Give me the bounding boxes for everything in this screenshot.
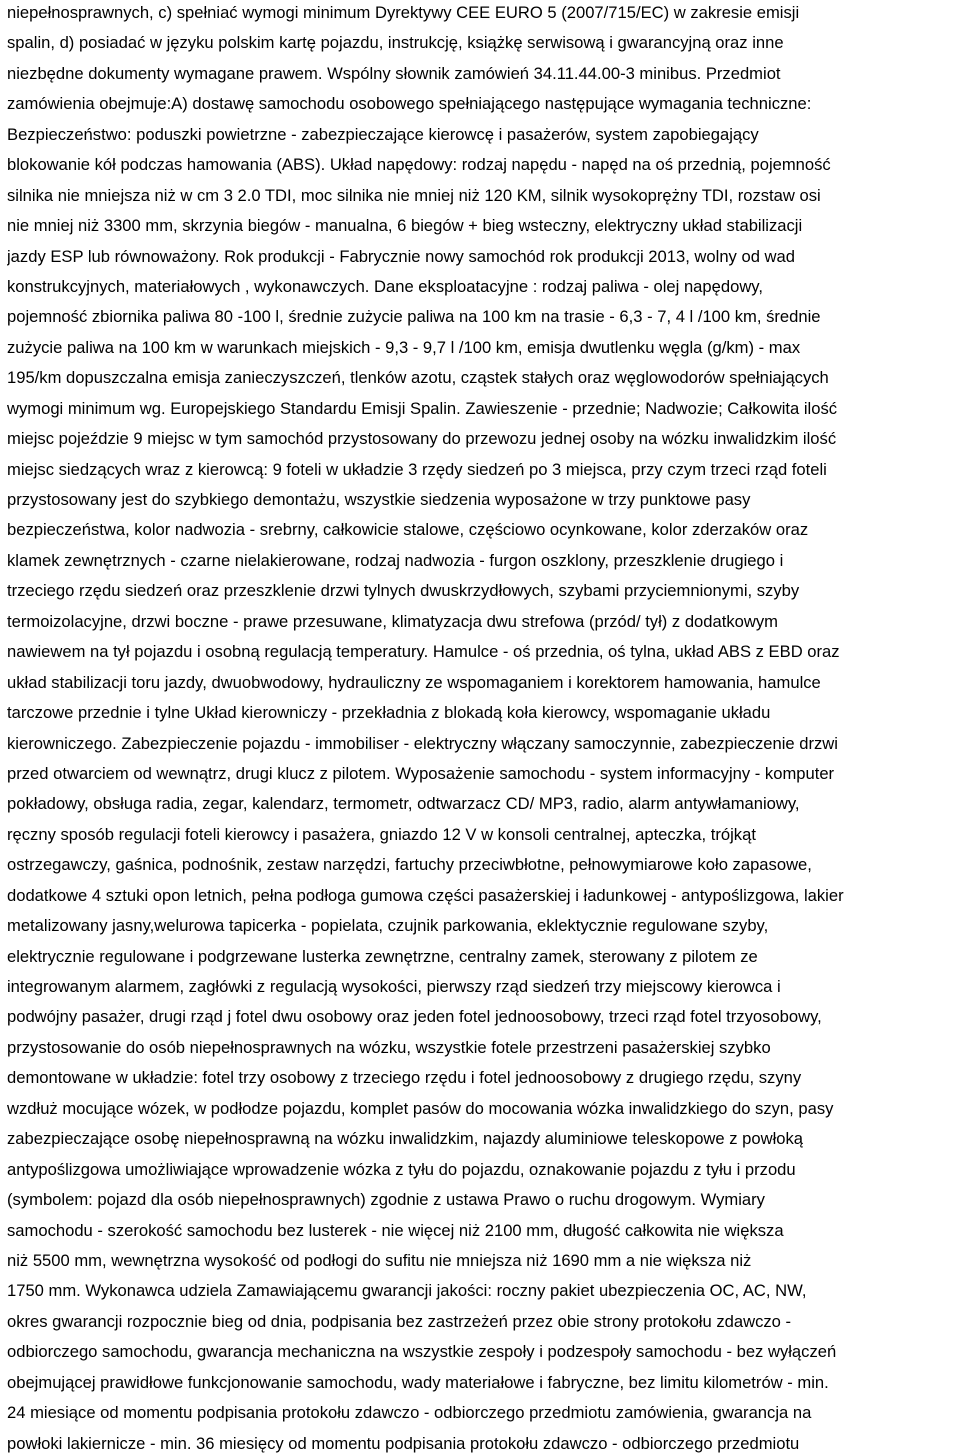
text-line: trzeciego rzędu siedzeń oraz przeszklenie drzwi tylnych dwuskrzydłowych, szybami przyciemnionymi, szyby: [7, 581, 800, 601]
text-line: pokładowy, obsługa radia, zegar, kalendarz, termometr, odtwarzacz CD/ MP3, radio, alarm antywłamaniowy,: [7, 794, 800, 814]
text-line: ręczny sposób regulacji foteli kierowcy i pasażera, gniazdo 12 V w konsoli centralnej, apteczka, trójkąt: [7, 824, 756, 844]
text-line: przed otwarciem od wewnątrz, drugi klucz z pilotem. Wyposażenie samochodu - system informacyjny - komputer: [7, 763, 835, 783]
text-line: 24 miesiące od momentu podpisania protokołu zdawczo - odbiorczego przedmiotu zamówienia, gwarancja na: [7, 1403, 812, 1423]
text-line: samochodu - szerokość samochodu bez lusterek - nie więcej niż 2100 mm, długość całkowita nie większa: [7, 1220, 784, 1240]
text-line: niepełnosprawnych, c) spełniać wymogi minimum Dyrektywy CEE EURO 5 (2007/715/EC) w zakresie emisji: [7, 3, 800, 22]
text-line: bezpieczeństwa, kolor nadwozia - srebrny, całkowicie stalowe, częściowo ocynkowane, kolor zderzaków oraz: [7, 520, 809, 540]
text-line: niezbędne dokumenty wymagane prawem. Wspólny słownik zamówień 34.11.44.00-3 minibus. Przedmiot: [7, 63, 781, 83]
text-line: powłoki lakiernicze - min. 36 miesięcy od momentu podpisania protokołu zdawczo - odbiorczego przedmiotu: [7, 1433, 800, 1453]
text-line: okres gwarancji rozpocznie bieg od dnia, podpisania bez zastrzeżeń przez obie strony protokołu zdawczo -: [7, 1311, 792, 1331]
text-line: zużycie paliwa na 100 km w warunkach miejskich - 9,3 - 9,7 l /100 km, emisja dwutlenku węgla (g/km) - max: [7, 337, 801, 357]
text-line: obejmującej prawidłowe funkcjonowanie samochodu, wady materiałowe i fabryczne, bez limitu kilometrów - min.: [7, 1372, 829, 1392]
text-line: Bezpieczeństwo: poduszki powietrzne - zabezpieczające kierowcę i pasażerów, system zapobiegający: [7, 124, 759, 144]
text-line: klamek zewnętrznych - czarne nielakierowane, rodzaj nadwozia - furgon oszklony, przeszklenie drugiego i: [7, 550, 784, 570]
text-line: odbiorczego samochodu, gwarancja mechaniczna na wszystkie zespoły i podzespoły samochodu - bez wyłączeń: [7, 1342, 837, 1362]
text-line: układ stabilizacji toru jazdy, dwuobwodowy, hydrauliczny ze wspomaganiem i korektorem hamowania, hamulce: [7, 672, 821, 692]
text-line: metalizowany jasny,welurowa tapicerka - popielata, czujnik parkowania, eklektycznie regulowane szyby,: [7, 916, 769, 936]
text-line: konstrukcyjnych, materiałowych , wykonawczych. Dane eksploatacyjne : rodzaj paliwa - olej napędowy,: [7, 276, 763, 296]
text-line: dodatkowe 4 sztuki opon letnich, pełna podłoga gumowa części pasażerskiej i ładunkowej - antypoślizgowa, lakier: [7, 885, 844, 905]
text-line: przystosowany jest do szybkiego demontażu, wszystkie siedzenia wyposażone w trzy punktowe pasy: [7, 490, 751, 509]
text-line: podwójny pasażer, drugi rząd j fotel dwu osobowy oraz jeden fotel jednoosobowy, trzeci rząd fotel trzyosobowy,: [7, 1007, 822, 1027]
text-line: demontowane w układzie: fotel trzy osobowy z trzeciego rzędu i fotel jednoosobowy z drugiego rzędu, szyny: [7, 1068, 802, 1088]
text-line: tarczowe przednie i tylne Układ kierowniczy - przekładnia z blokadą koła kierowcy, wspomaganie układu: [7, 703, 771, 723]
text-line: jazdy ESP lub równoważony. Rok produkcji - Fabrycznie nowy samochód rok produkcji 2013, wolny od wad: [7, 246, 795, 266]
text-line: integrowanym alarmem, zagłówki z regulacją wysokości, pierwszy rząd siedzeń trzy miejscowy kierowca i: [7, 977, 781, 996]
text-line: pojemność zbiornika paliwa 80 -100 l, średnie zużycie paliwa na 100 km na trasie - 6,3 - 7, 4 l /100 km, średnie: [7, 307, 821, 327]
text-line: zamówienia obejmuje:A) dostawę samochodu osobowego spełniającego następujące wymagania techniczne:: [7, 94, 812, 114]
document-text: [7, 0, 955, 1453]
text-line: przystosowanie do osób niepełnosprawnych na wózku, wszystkie fotele przestrzeni pasażerskiej szybko: [7, 1037, 771, 1057]
text-line: zabezpieczające osobę niepełnosprawną na wózku inwalidzkim, najazdy aluminiowe teleskopowe z powłoką: [7, 1129, 804, 1149]
text-line: ostrzegawczy, gaśnica, podnośnik, zestaw narzędzi, fartuchy przeciwbłotne, pełnowymiarowe koło zapasowe,: [7, 855, 812, 875]
text-line: miejsc siedzących wraz z kierowcą: 9 foteli w układzie 3 rzędy siedzeń po 3 miejsca, przy czym trzeci rząd foteli: [7, 459, 827, 479]
text-line: termoizolacyjne, drzwi boczne - prawe przesuwane, klimatyzacja dwu strefowa (przód/ tył) z dodatkowym: [7, 611, 778, 631]
text-line: niż 5500 mm, wewnętrzna wysokość od podłogi do sufitu nie mniejsza niż 1690 mm a nie większa niż: [7, 1250, 752, 1270]
text-line: nie mniej niż 3300 mm, skrzynia biegów - manualna, 6 biegów + bieg wsteczny, elektryczny układ stabilizacji: [7, 216, 803, 236]
text-line: silnika nie mniejsza niż w cm 3 2.0 TDI, moc silnika nie mniej niż 120 KM, silnik wysokoprężny TDI, rozstaw osi: [7, 185, 821, 205]
text-line: spalin, d) posiadać w języku polskim kartę pojazdu, instrukcję, książkę serwisową i gwarancyjną oraz inne: [7, 33, 784, 53]
text-line: antypoślizgowa umożliwiające wprowadzenie wózka z tyłu do pojazdu, oznakowanie pojazdu z tyłu i przodu: [7, 1159, 796, 1179]
text-line: 1750 mm. Wykonawca udziela Zamawiającemu gwarancji jakości: roczny pakiet ubezpieczenia OC, AC, NW,: [7, 1281, 807, 1301]
text-line: wzdłuż mocujące wózek, w podłodze pojazdu, komplet pasów do mocowania wózka inwalidzkiego do szyn, pasy: [7, 1098, 834, 1118]
text-line: blokowanie kół podczas hamowania (ABS). Układ napędowy: rodzaj napędu - napęd na oś przednią, pojemność: [7, 155, 831, 175]
text-line: 195/km dopuszczalna emisja zanieczyszczeń, tlenków azotu, cząstek stałych oraz węglowodorów spełniających: [7, 368, 829, 388]
text-line: (symbolem: pojazd dla osób niepełnosprawnych) zgodnie z ustawa Prawo o ruchu drogowym. Wymiary: [7, 1190, 765, 1210]
text-line: elektrycznie regulowane i podgrzewane lusterka zewnętrzne, centralny zamek, sterowany z pilotem ze: [7, 946, 758, 966]
text-line: kierowniczego. Zabezpieczenie pojazdu - immobiliser - elektryczny włączany samoczynnie, zabezpieczenie drzwi: [7, 733, 838, 753]
text-line: wymogi minimum wg. Europejskiego Standardu Emisji Spalin. Zawieszenie - przednie; Nadwozie; Całkowita ilość: [7, 398, 838, 418]
text-line: miejsc pojeździe 9 miejsc w tym samochód przystosowany do przewozu jednej osoby na wózku inwalidzkim ilość: [7, 429, 837, 449]
document-page: [7, 0, 955, 1453]
text-line: nawiewem na tył pojazdu i osobną regulacją temperatury. Hamulce - oś przednia, oś tylna, układ ABS z EBD oraz: [7, 642, 840, 662]
